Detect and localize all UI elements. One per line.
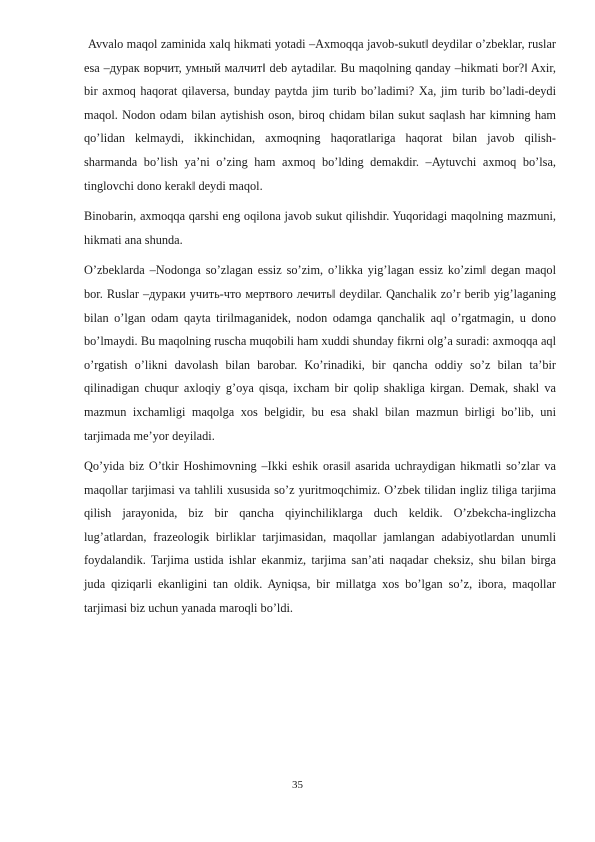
paragraph-2: Binobarin, axmoqqa qarshi eng oqilona javob sukut qilishdir. Yuqoridagi maqolning mazmuni, hikmati ana shunda.	[84, 209, 556, 247]
document-body	[84, 33, 556, 620]
paragraph-4: Qo’yida biz O’tkir Hoshimovning –Ikki eshik orasi‖ asarida uchraydigan hikmatli so’zlar va maqollar tarjimasi va tahlili xususida so’z yuritmoqchimiz. O’zbek tilidan ingliz tiliga tarjima qilish jarayonida, biz bir qancha qiyinchiliklarga duch keldik. O’zbekcha-inglizcha lug’atlardan, frazeologik birliklar tarjimasidan, maqollar jamlangan adabiyotlardan unumli foydalandik. Tarjima ustida ishlar ekanmiz, tarjima san’ati naqadar cheksiz, shu bilan birga juda qiziqarli ekanligini tan oldik. Ayniqsa, bir millatga xos bo’lgan so’z, ibora, maqollar tarjimasi biz uchun yanada maroqli bo’ldi.	[84, 459, 556, 615]
paragraph-3: O’zbeklarda –Nodonga so’zlagan essiz so’zim, o’likka yig’lagan essiz ko’zim‖ degan maqol bor. Ruslar –дураки учить-что мертвого лечить‖ deydilar. Qanchalik zo’r berib yig’laganing bilan o’lgan odam qayta tirilmaganidek, nodon odamga qanchalik aql o’rgatmagin, u dono bo’lmaydi. Bu maqolning ruscha muqobili ham xuddi shunday fikrni olg’a suradi: axmoqqa aql o’rgatish o’likni davolash bilan barobar. Ko’rinadiki, bir qancha oddiy so’z bilan ta’bir qilinadigan chuqur axloqiy g’oya qisqa, ixcham bir qolip shakliga kirgan. Demak, shakl va mazmun ixchamligi maqolga xos belgidir, bu esa shakl bilan mazmun birligi bo’lib, uni tarjimada me’yor deyiladi.	[84, 263, 556, 443]
page-number: 35	[292, 779, 303, 791]
paragraph-1: Avvalo maqol zaminida xalq hikmati yotadi –Axmoqqa javob-sukut‖ deydilar o’zbeklar, ruslar esa –дурак ворчит, умный малчит‖ deb aytadilar. Bu maqolning qanday –hikmati bor?‖ Axir, bir axmoq haqorat qilaversa, bunday paytda jim turib bo’ladimi? Xa, jim turib bo’ladi-deydi maqol. Nodon odam bilan aytishish oson, biroq chidam bilan sukut saqlash har kimning ham qo’lidan kelmaydi, ikkinchidan, axmoqning haqoratlariga haqorat bilan javob qilish- sharmanda bo’lish ya’ni o’zing ham axmoq bo’lding demakdir. –Aytuvchi axmoq bo’lsa, tinglovchi dono kerak‖ deydi maqol.	[84, 37, 556, 193]
